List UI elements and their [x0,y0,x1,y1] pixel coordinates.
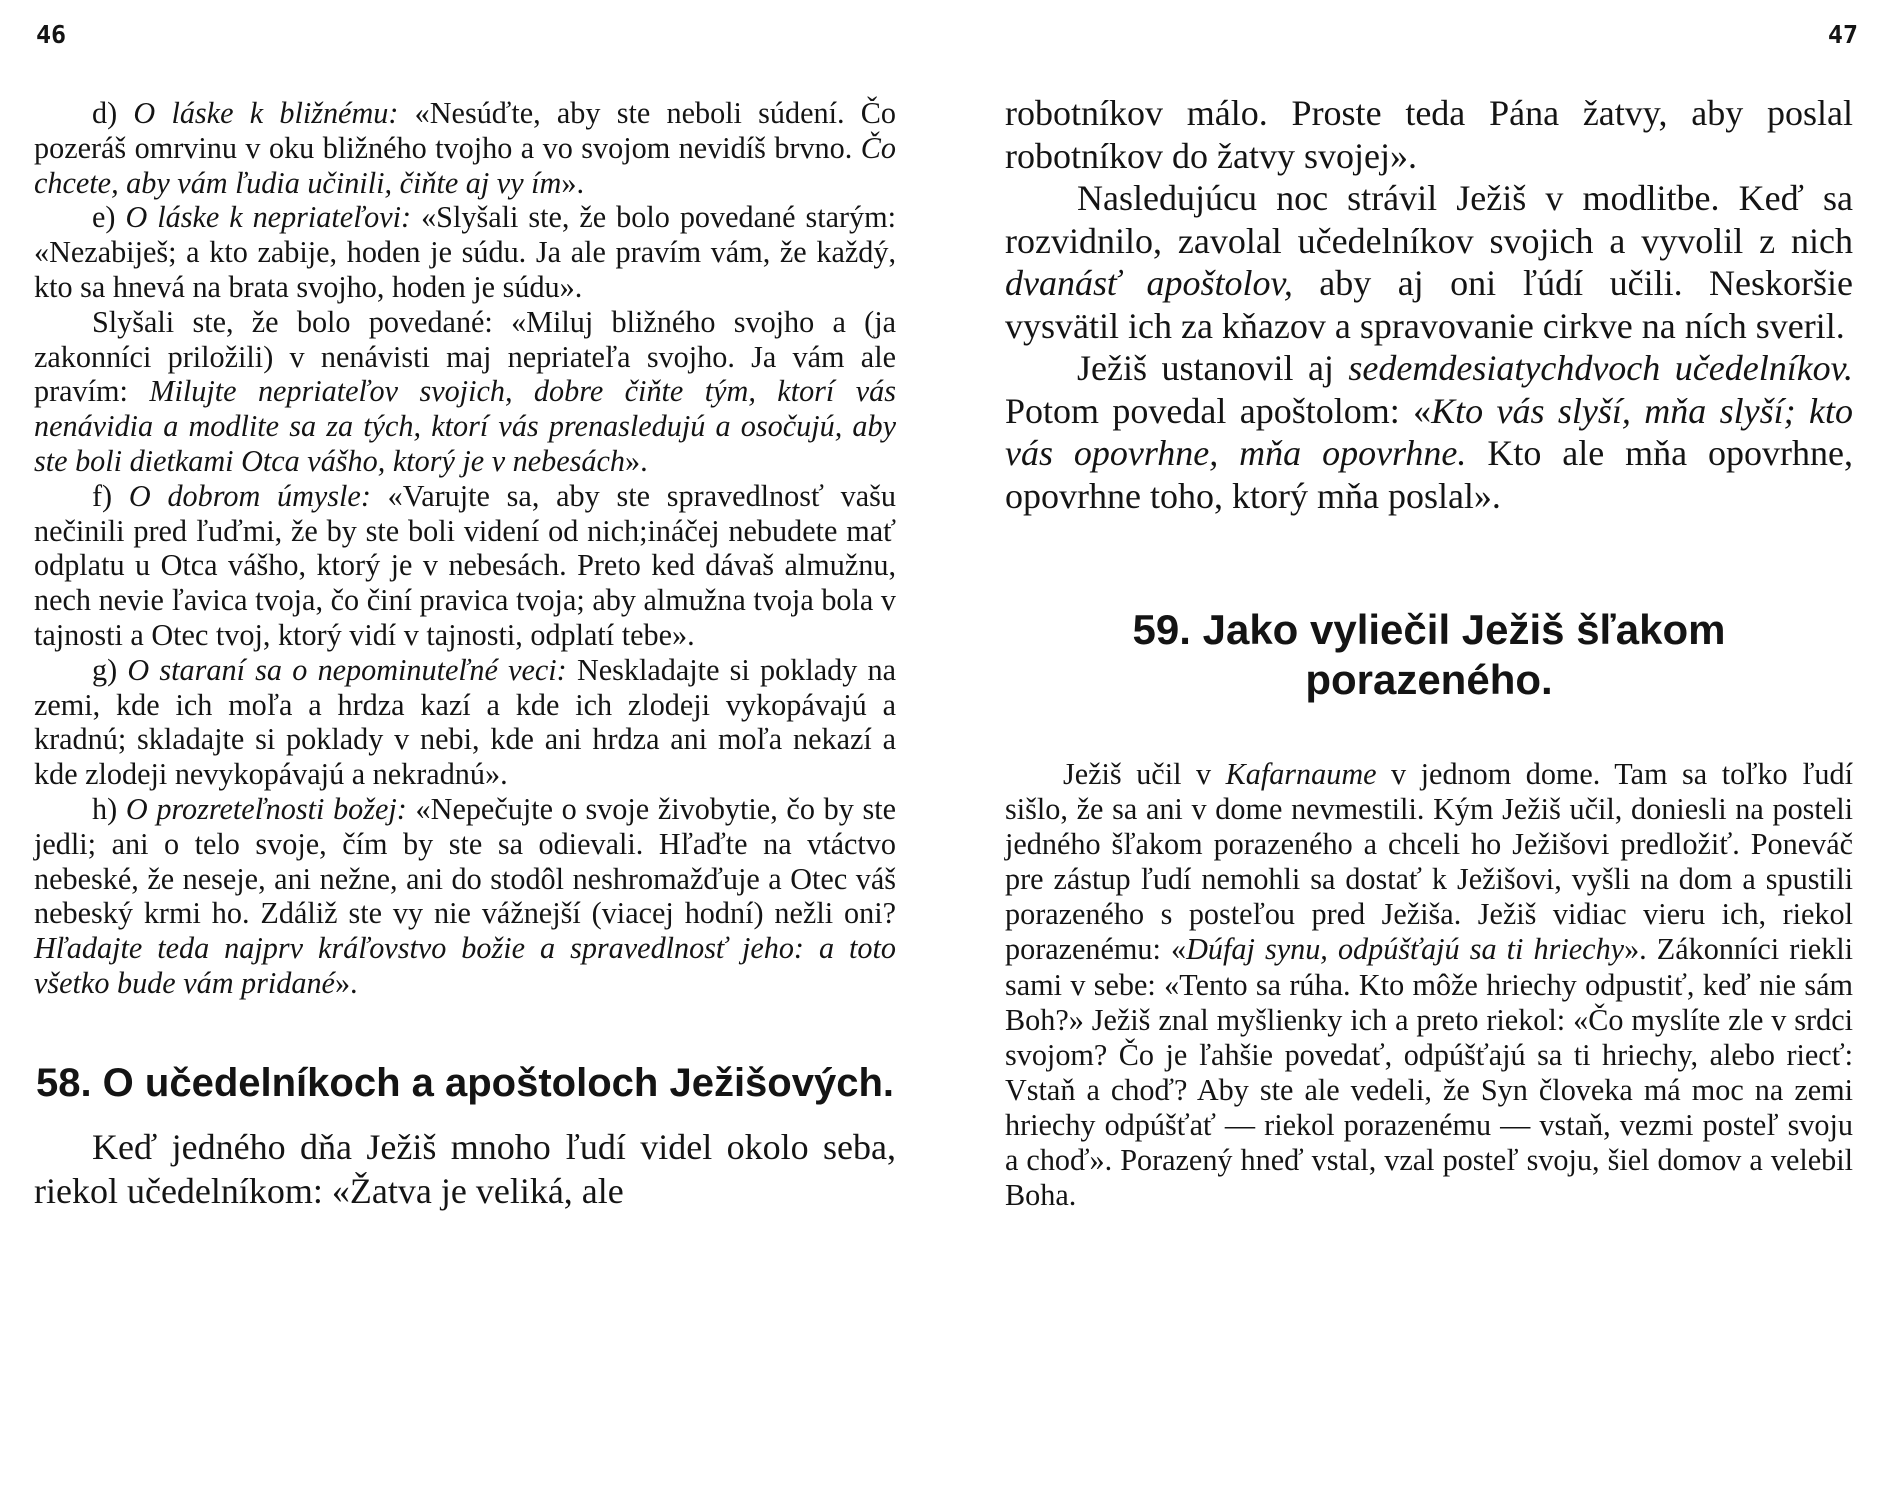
paragraph-title: O prozreteľnosti božej: [125,791,407,826]
paragraph-italic: Hľadajte teda najprv kráľovstvo božie a spravedlnosť jeho: a toto všetko bude vám pridané [34,931,896,1000]
paragraph-d [34,96,896,200]
paragraph-text: Potom povedal apoštolom: « [1005,390,1432,431]
page-number-left: 46 [36,20,67,49]
paragraph-label: f) [92,478,113,513]
paragraph-text: Nasledujúcu noc strávil Ježiš v modlitbe. Keď sa rozvidnilo, zavolal učedelníkov svojich a vyvolil z nich [1005,178,1853,261]
paragraph-text: Slyšali ste, že bolo povedané: «Miluj bližného svojho a (ja zakonníci priložili) v nenávisti maj nepriateľa svojho. Ja vám ale pravím: [34,304,896,409]
page-number-right: 47 [1827,20,1858,49]
paragraph-title: O láske k bližnému: [133,96,399,130]
continued-paragraph: robotníkov málo. Proste teda Pána žatvy, aby poslal robotníkov do žatvy svojej». [1005,93,1853,176]
paragraph-apostles [1005,177,1853,347]
section-58-paragraph: Keď jedného dňa Ježiš mnoho ľudí videl okolo seba, riekol učedelníkom: «Žatva je veliká, ale [34,1126,896,1211]
section-heading-59: 59. Jako vyliečil Ježiš šľakom porazeného. [1132,606,1726,703]
paragraph-text: aby aj oni ľúdí učili. Neskoršie vysvätil ich za kňazov a spravovanie cirkve na ních sveril. [1005,263,1853,346]
paragraph-label: h) [92,791,118,826]
paragraph-text: Kto ale mňa opovrhne, opovrhne toho, ktorý mňa poslal». [1005,433,1854,516]
paragraph-title: O láske k nepriateľovi: [125,200,412,235]
paragraph-text: Ježiš ustanovil aj [1077,348,1349,388]
right-page [943,0,1886,1500]
paragraph-italic: Dúfaj synu, odpúšťajú sa ti hriechy [1186,932,1625,967]
paragraph-e-continued [34,305,896,479]
section-59-paragraph [1005,757,1853,1213]
paragraph-italic: Kafarnaume [1225,757,1377,791]
paragraph-italic: sedemdesiatychdvoch učedelníkov. [1348,348,1853,388]
paragraph-italic: Kto vás slyší, mňa slyší; kto vás opovrhne, mňa opovrhne. [1005,390,1853,473]
paragraph-title: O staraní sa o nepominuteľné veci: [127,652,567,687]
paragraph-italic: dvanásť apoštolov, [1005,263,1293,303]
paragraph-italic: Čo chcete, aby vám ľudia učinili, čiňte aj vy ím [34,130,896,200]
paragraph-f [34,479,896,653]
left-text-column [34,96,896,1213]
paragraph-disciples [1005,347,1853,517]
paragraph-text: ». Zákonníci riekli sami v sebe: «Tento sa rúha. Kto môže hriechy odpustiť, keď nie sám Boh?» Ježiš znal myšlienky ich a preto riekol: «Čo myslíte zle v srdci svojom? Čo je ľahšie povedať, odpúšťajú sa ti hriechy, alebo riecť: Vstaň a choď? Aby ste ale vedeli, že Syn človeka má moc na zemi hriechy odpúšťať — riekol porazenému — vstaň, vezmi posteľ svoju a choď». Porazený hneď vstal, vzal posteľ svoju, šiel domov a velebil Boha. [1005,932,1853,1213]
paragraph-text: Neskladajte si poklady na zemi, kde ich moľa a hrdza kazí a kde ich zlodeji vykopávajú a kradnú; skladajte si poklady v nebi, kde ani hrdza ani moľa nekazí a kde zlodeji nevykopávajú a nekradnú». [34,652,897,792]
section-heading-58: 58. O učedelníkoch a apoštoloch Ježišových. [35,1060,895,1105]
paragraph-text: Ježiš učil v [1063,757,1226,791]
paragraph-text: «Nepečujte o svoje živobytie, čo by ste jedli; ani o telo svoje, čím by ste sa odievali. Hľaďte na vtáctvo nebeské, že neseje, ani nežne, ani do stodôl neshromažďuje a Otec váš nebeský krmi ho. Zdáliž ste vy nie vážnejší (viacej hodní) nežli oni? [34,791,897,931]
paragraph-italic: Milujte nepriateľov svojich, dobre čiňte tým, ktorí vás nenávidia a modlite sa za tých, ktorí vás prenasledujú a osočujú, aby ste boli dietkami Otca vášho, ktorý je v nebesách [34,374,896,478]
paragraph-text: «Slyšali ste, že bolo povedané starým: «Nezabiješ; a kto zabije, hoden je súdu. Ja ale pravím vám, že každý, kto sa hnevá na brata svojho, hoden je súdu». [34,200,897,304]
paragraph-g [34,653,896,792]
paragraph-end: ». [561,165,584,200]
paragraph-label: e) [92,200,116,235]
paragraph-h [34,792,896,1001]
paragraph-end: ». [625,443,648,478]
paragraph-e [34,200,896,304]
paragraph-end: ». [334,965,358,1000]
paragraph-label: d) [92,96,118,130]
paragraph-title: O dobrom úmysle: [128,478,371,513]
paragraph-text: «Varujte sa, aby ste spravedlnosť vašu nečinili pred ľuďmi, že by ste boli videní od nich;ináčej nebudete mať odplatu u Otca vášho, ktorý je v nebesách. Preto ked dávaš almužnu, nech nevie ľavica tvoja, čo činí pravica tvoja; aby almužna tvoja bola v tajnosti a Otec tvoj, ktorý vidí v tajnosti, odplatí tebe». [34,478,896,652]
paragraph-label: g) [92,652,118,687]
right-text-column [1005,92,1853,1213]
paragraph-text: «Nesúďte, aby ste neboli súdení. Čo pozeráš omrvinu v oku bližného tvojho a vo svojom nevidíš brvno. [34,96,897,165]
paragraph-text: v jednom dome. Tam sa toľko ľudí sišlo, že sa ani v dome nevmestili. Kým Ježiš učil, doniesli na posteli jedného šľakom porazeného a chceli ho Ježišovi predložiť. Poneváč pre zástup ľudí nemohli sa dostať k Ježišovi, vyšli na dom a spustili porazeného s posteľou pred Ježiša. Ježiš vidiac vieru ich, riekol porazenému: « [1005,757,1853,967]
